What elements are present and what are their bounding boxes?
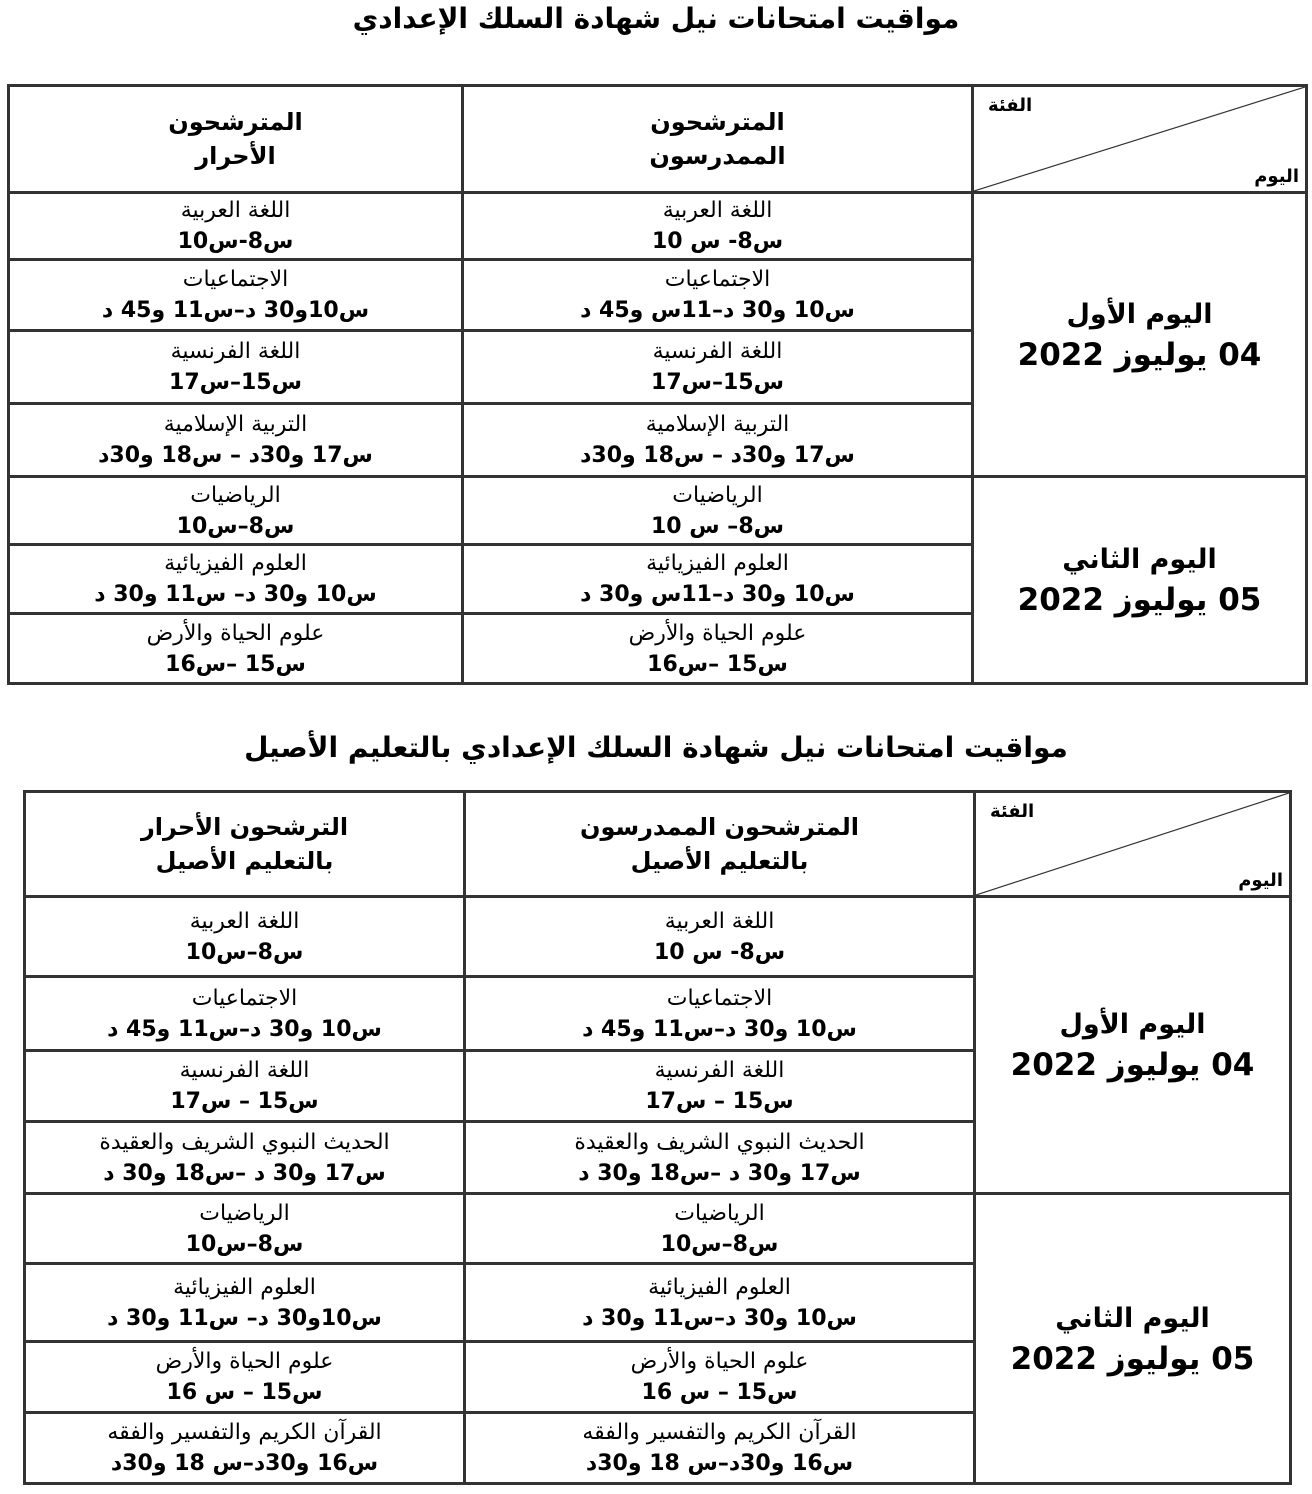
subject-name: العلوم الفيزيائية	[173, 1274, 316, 1300]
exam-time: س8- س 10	[653, 939, 786, 965]
free-exam-cell	[25, 1051, 465, 1122]
day-name: اليوم الأول	[1059, 1009, 1206, 1040]
day-label: اليوم	[1238, 870, 1283, 891]
exam-time: س8–س10	[660, 1231, 779, 1257]
subject-name: اللغة العربية	[664, 908, 775, 934]
exam-time: س17 و30د – س18 و30د	[98, 443, 373, 468]
subject-name: العلوم الفيزيائية	[648, 1274, 791, 1300]
schedule-body	[25, 792, 1291, 1484]
schedule-row	[25, 1194, 1291, 1264]
exam-time: س8- س 10	[651, 229, 784, 254]
free-exam-cell	[25, 1194, 465, 1264]
schedule-row	[9, 477, 1307, 545]
subject-name: اللغة العربية	[189, 908, 300, 934]
free-exam-cell	[9, 477, 463, 545]
page-title: مواقيت امتحانات نيل شهادة السلك الإعدادي	[352, 2, 960, 35]
exam-time: س15–س17	[651, 370, 784, 395]
day-date: 04 يوليوز 2022	[1017, 336, 1262, 373]
exam-day-cell	[975, 897, 1291, 1194]
subject-name: علوم الحياة والأرض	[628, 620, 807, 646]
schedule-table-general	[7, 84, 1308, 685]
schooled-exam-cell	[463, 193, 973, 260]
exam-time: س15–س17	[169, 370, 302, 395]
day-name: اليوم الأول	[1066, 298, 1213, 330]
day-date: 05 يوليوز 2022	[1017, 582, 1262, 618]
schooled-exam-cell	[463, 614, 973, 684]
day-date: 04 يوليوز 2022	[1010, 1047, 1255, 1083]
schedule-row	[25, 897, 1291, 977]
subject-name: اللغة العربية	[180, 198, 291, 223]
subject-name: الرياضيات	[190, 482, 281, 508]
free-exam-cell	[9, 614, 463, 684]
schooled-exam-cell	[463, 404, 973, 477]
subject-name: التربية الإسلامية	[163, 412, 308, 437]
free-exam-cell	[9, 404, 463, 477]
subject-name: الرياضيات	[199, 1200, 290, 1226]
free-exam-cell	[25, 1122, 465, 1194]
exam-time: س8–س10	[185, 939, 304, 965]
subject-name: الاجتماعيات	[191, 985, 298, 1011]
exam-time: س15 – س 16	[166, 1380, 323, 1405]
day-date: 05 يوليوز 2022	[1010, 1340, 1255, 1377]
schooled-exam-cell	[465, 1413, 975, 1484]
header-row	[25, 792, 1291, 897]
schooled-candidates-header: المترشحون الممدرسون	[463, 86, 973, 193]
schooled-exam-cell	[465, 1122, 975, 1194]
exam-time: س16 و30د–س 18 و30د	[110, 1451, 379, 1476]
exam-time: س10 و30 د–س11 و45 د	[582, 1016, 857, 1042]
schedule-row	[9, 193, 1307, 260]
exam-time: س15 – س17	[170, 1089, 319, 1114]
subject-name: القرآن الكريم والتفسير والفقه	[107, 1420, 382, 1445]
subject-name: علوم الحياة والأرض	[155, 1349, 334, 1374]
subject-name: الاجتماعيات	[666, 985, 773, 1011]
free-exam-cell	[25, 1342, 465, 1413]
exam-time: س10 و30 د–س11 و30 د	[582, 1305, 857, 1331]
exam-time: س10 و30 د–11س و30 د	[580, 582, 855, 607]
exam-day-cell	[975, 1194, 1291, 1484]
exam-day-cell	[973, 477, 1307, 684]
exam-time: س17 و30 د –س18 و30 د	[103, 1160, 386, 1186]
subject-name: العلوم الفيزيائية	[164, 551, 307, 576]
schedule-table-original-education	[23, 790, 1292, 1485]
subject-name: الرياضيات	[672, 482, 763, 508]
schooled-exam-cell	[465, 1264, 975, 1342]
section-title: مواقيت امتحانات نيل شهادة السلك الإعدادي بالتعليم الأصيل	[244, 731, 1068, 764]
free-exam-cell	[25, 977, 465, 1051]
day-name: اليوم الثاني	[1062, 544, 1217, 575]
subject-name: علوم الحياة والأرض	[630, 1349, 809, 1374]
free-exam-cell	[9, 193, 463, 260]
schooled-exam-cell	[463, 545, 973, 614]
exam-time: س8-س10	[177, 229, 294, 254]
subject-name: اللغة الفرنسية	[179, 1058, 310, 1083]
category-label: الفئة	[990, 801, 1035, 822]
schooled-exam-cell	[463, 477, 973, 545]
schooled-exam-cell	[465, 1051, 975, 1122]
schooled-exam-cell	[465, 1342, 975, 1413]
free-candidates-header: المترشحون الأحرار	[9, 86, 463, 193]
exam-time: س10 و30 د–11س و45 د	[580, 298, 855, 323]
category-label: الفئة	[988, 95, 1033, 116]
free-exam-cell	[9, 331, 463, 404]
free-exam-cell	[9, 545, 463, 614]
exam-time: س10و30 د– س11 و30 د	[107, 1305, 382, 1331]
exam-time: س17 و30 د –س18 و30 د	[578, 1160, 861, 1186]
subject-name: الاجتماعيات	[182, 267, 289, 292]
subject-name: الحديث النبوي الشريف والعقيدة	[99, 1129, 390, 1155]
exam-time: س15 – س17	[645, 1089, 794, 1114]
free-candidates-header: الترشحون الأحرار بالتعليم الأصيل	[25, 792, 465, 897]
exam-time: س15 –س16	[165, 651, 306, 677]
subject-name: القرآن الكريم والتفسير والفقه	[582, 1420, 857, 1445]
schooled-exam-cell	[463, 260, 973, 331]
header-row	[9, 86, 1307, 193]
subject-name: التربية الإسلامية	[645, 412, 790, 437]
exam-time: س16 و30د–س 18 و30د	[585, 1451, 854, 1476]
subject-name: الاجتماعيات	[664, 267, 771, 292]
day-label: اليوم	[1254, 166, 1299, 187]
exam-time: س8–س10	[176, 513, 295, 539]
schooled-exam-cell	[465, 897, 975, 977]
subject-name: الرياضيات	[674, 1200, 765, 1226]
free-exam-cell	[25, 1413, 465, 1484]
exam-time: س10و30 د–س11 و45 د	[101, 298, 370, 323]
category-day-header	[975, 792, 1291, 897]
schooled-exam-cell	[465, 1194, 975, 1264]
subject-name: العلوم الفيزيائية	[646, 551, 789, 576]
exam-day-cell	[973, 193, 1307, 477]
exam-time: س8– س 10	[651, 513, 784, 539]
exam-time: س8–س10	[185, 1231, 304, 1257]
free-exam-cell	[9, 260, 463, 331]
exam-time: س15 – س 16	[641, 1380, 798, 1405]
subject-name: اللغة العربية	[662, 198, 773, 223]
subject-name: اللغة الفرنسية	[652, 339, 783, 364]
exam-time: س15 –س16	[647, 651, 788, 677]
subject-name: اللغة الفرنسية	[170, 339, 301, 364]
schooled-exam-cell	[465, 977, 975, 1051]
exam-time: س17 و30د – س18 و30د	[580, 443, 855, 468]
exam-time: س10 و30 د– س11 و30 د	[94, 582, 377, 607]
schooled-exam-cell	[463, 331, 973, 404]
free-exam-cell	[25, 1264, 465, 1342]
free-exam-cell	[25, 897, 465, 977]
day-name: اليوم الثاني	[1055, 1302, 1210, 1334]
subject-name: اللغة الفرنسية	[654, 1058, 785, 1083]
subject-name: علوم الحياة والأرض	[146, 620, 325, 646]
subject-name: الحديث النبوي الشريف والعقيدة	[574, 1129, 865, 1155]
schedule-body	[9, 86, 1307, 684]
exam-time: س10 و30 د–س11 و45 د	[107, 1016, 382, 1042]
schooled-candidates-header: المترشحون الممدرسون بالتعليم الأصيل	[465, 792, 975, 897]
category-day-header	[973, 86, 1307, 193]
